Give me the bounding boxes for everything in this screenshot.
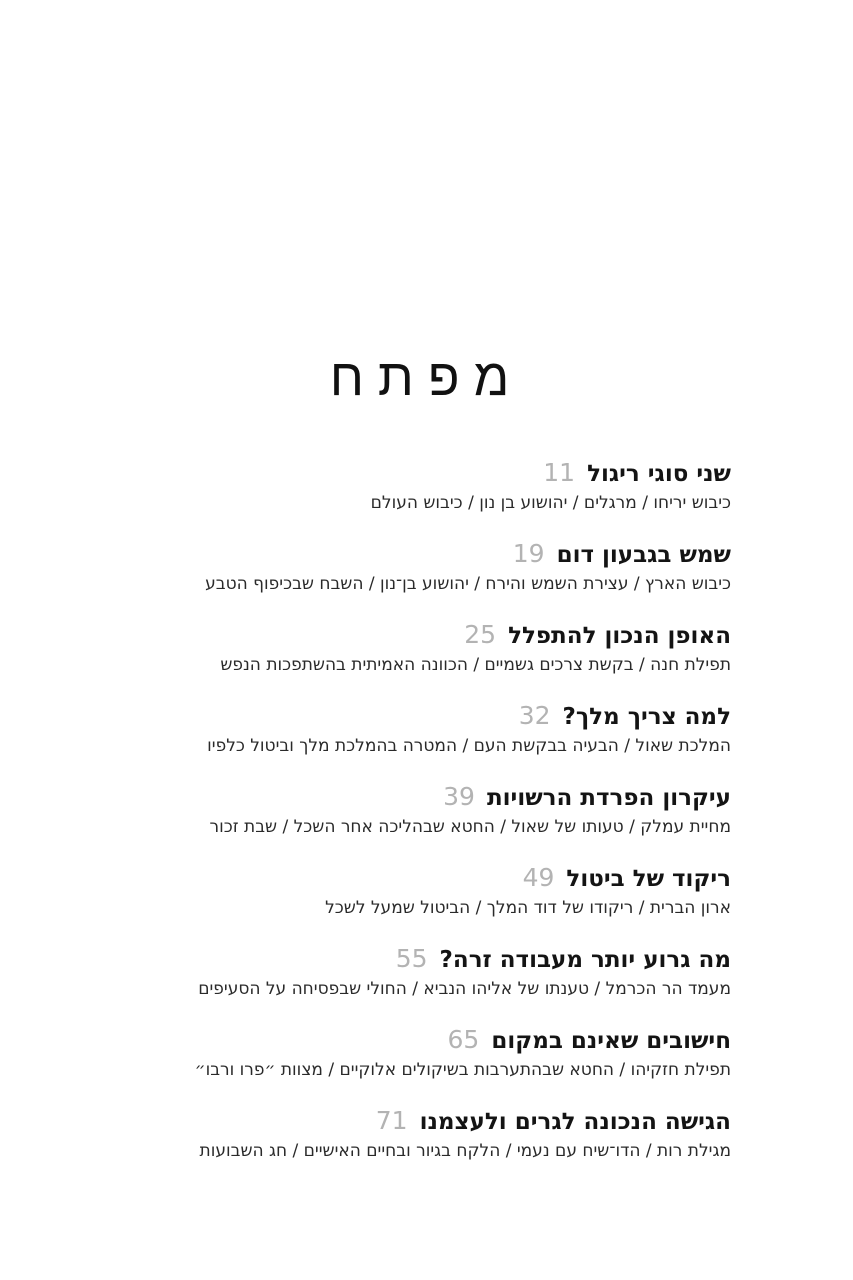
- toc-entry-header: [111, 618, 731, 652]
- toc-entry: [111, 537, 731, 618]
- toc-entry: [111, 699, 731, 780]
- toc-entry-header: [111, 537, 731, 571]
- toc-entry-subtitle: כיבוש הארץ / עצירת השמש והירח / יהושוע בן־נון / השבח שבכיפוף הטבע: [205, 574, 731, 594]
- toc-entry-header: [111, 456, 731, 490]
- toc-entry-page: 49: [522, 863, 555, 892]
- toc-entry-page: 65: [447, 1025, 480, 1054]
- toc-entry: [111, 861, 731, 942]
- toc-entry-subtitle: מעמד הר הכרמל / טענתו של אליהו הנביא / החולי שבפסיחה על הסעיפים: [198, 979, 731, 999]
- toc-entry-page: 19: [512, 539, 545, 568]
- toc-entry-title: למה צריך מלך?: [562, 704, 731, 730]
- table-of-contents: [111, 456, 731, 1185]
- toc-entry-subtitle: כיבוש יריחו / מרגלים / יהושוע בן נון / כיבוש העולם: [370, 493, 731, 513]
- toc-entry-subtitle: מגילת רות / הדו־שיח עם נעמי / הלקח בגיור ובחיים האישיים / חג השבועות: [199, 1141, 731, 1161]
- toc-entry-title: האופן הנכון להתפלל: [508, 623, 731, 649]
- toc-entry-header: [111, 1104, 731, 1138]
- toc-entry-header: [111, 699, 731, 733]
- toc-entry-title: מה גרוע יותר מעבודה זרה?: [439, 947, 731, 973]
- toc-entry-title: חישובים שאינם במקום: [491, 1028, 731, 1054]
- toc-entry-title: שני סוגי ריגול: [587, 461, 731, 487]
- toc-entry-page: 39: [443, 782, 475, 811]
- toc-entry-page: 32: [518, 701, 551, 730]
- toc-entry-header: [111, 942, 731, 976]
- toc-entry-header: [111, 1023, 731, 1057]
- toc-entry-subtitle: מחיית עמלק / טעותו של שאול / החטא שבהליכה אחר השכל / שבת זכור: [209, 817, 731, 837]
- toc-entry-subtitle: המלכת שאול / הבעיה בבקשת העם / המטרה בהמלכת מלך וביטול כלפיו: [207, 736, 731, 756]
- toc-entry-page: 11: [543, 458, 576, 487]
- toc-entry: [111, 780, 731, 861]
- toc-entry: [111, 1023, 731, 1104]
- toc-entry-header: [111, 861, 731, 895]
- toc-entry-subtitle: תפילת חזקיהו / החטא שבהתערבות בשיקולים אלוקיים / מצוות ״פרו ורבו״: [194, 1060, 731, 1080]
- toc-entry-title: ריקוד של ביטול: [566, 866, 731, 892]
- page-title: מפתח: [329, 348, 524, 408]
- toc-entry-title: עיקרון הפרדת הרשויות: [486, 785, 731, 811]
- toc-entry-subtitle: תפילת חנה / בקשת צרכים גשמיים / הכוונה האמיתית בהשתפכות הנפש: [220, 655, 731, 675]
- toc-entry-page: 71: [375, 1106, 408, 1135]
- toc-entry-subtitle: ארון הברית / ריקודו של דוד המלך / הביטול שמעל לשכל: [325, 898, 731, 918]
- toc-entry-title: הגישה הנכונה לגרים ולעצמנו: [419, 1109, 731, 1135]
- toc-entry-title: שמש בגבעון דום: [556, 542, 731, 568]
- toc-entry-header: [111, 780, 731, 814]
- toc-entry: [111, 456, 731, 537]
- toc-entry: [111, 1104, 731, 1185]
- toc-entry: [111, 618, 731, 699]
- toc-entry-page: 25: [464, 620, 497, 649]
- toc-entry: [111, 942, 731, 1023]
- toc-entry-page: 55: [395, 944, 428, 973]
